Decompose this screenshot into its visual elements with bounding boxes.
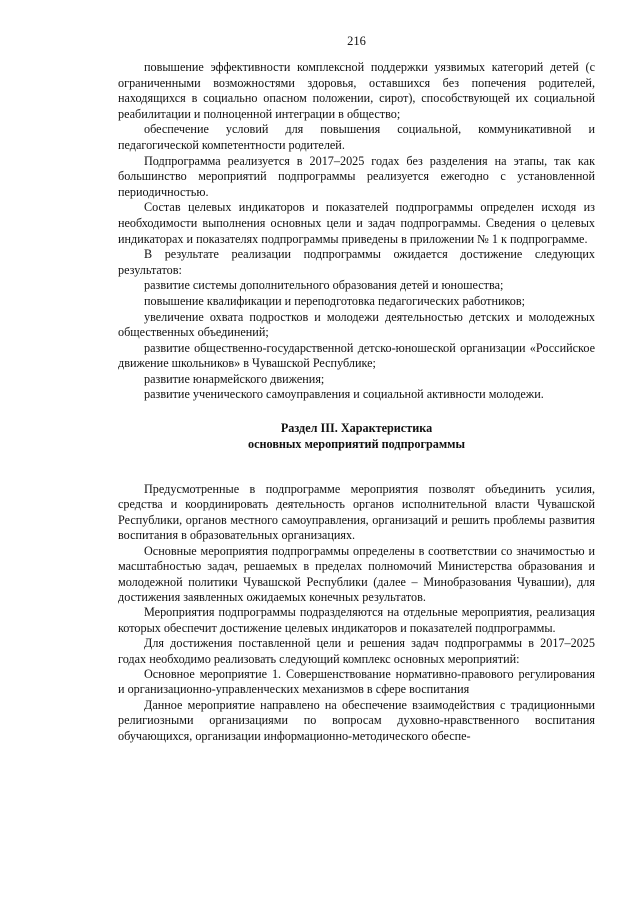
list-item: развитие системы дополнительного образования детей и юношества; — [144, 278, 504, 293]
paragraph: Предусмотренные в подпрограмме мероприятия позволят объединить усилия, средства и координировать деятельность органов исполнительной власти Чувашской Республики, органов местного самоуправления, организаций и решить проблемы развития воспитания в образовательных организациях. — [118, 482, 595, 543]
paragraph: Основные мероприятия подпрограммы определены в соответствии со значимостью и масштабностью задач, решаемых в пределах полномочий Министерства образования и молодежной политики Чувашской Республики (далее – Минобразования Чувашии), для достижения заявленных ожидаемых конечных результатов. — [118, 543, 595, 604]
paragraph: Мероприятия подпрограммы подразделяются на отдельные мероприятия, реализация которых обеспечит достижение целевых индикаторов и показателей подпрограммы. — [118, 605, 595, 635]
document-page — [118, 34, 595, 744]
page-number: 216 — [347, 34, 366, 48]
list-item: развитие ученического самоуправления и социальной активности молодежи. — [144, 387, 544, 402]
paragraph: Состав целевых индикаторов и показателей подпрограммы определен исходя из необходимости выполнения основных цели и задач подпрограммы. Сведения о целевых индикаторах и показателях подпрограммы приведены в приложении № 1 к подпрограмме. — [118, 200, 595, 246]
paragraph: Данное мероприятие направлено на обеспечение взаимодействия с традиционными религиозными организациями по вопросам духовно-нравственного воспитания обучающихся, организации информационно-методического обеспе- — [118, 697, 595, 743]
section-heading — [118, 403, 595, 482]
paragraph: Основное мероприятие 1. Совершенствование нормативно-правового регулирования и организационно-управленческих механизмов в сфере воспитания — [118, 666, 595, 697]
paragraph: повышение эффективности комплексной поддержки уязвимых категорий детей (с ограниченными возможностями здоровья, оставшихся без попечения родителей, находящихся в социально опасном положении, сирот), способствующей их социальной реабилитации и полноценной интеграции в общество; — [118, 60, 595, 121]
list-item: развитие общественно-государственной детско-юношеской организации «Российское движение школьников» в Чувашской Республике; — [118, 340, 595, 371]
section-heading-line-2: основных мероприятий подпрограммы — [248, 437, 465, 452]
section-heading-line-1: Раздел III. Характеристика — [280, 421, 433, 436]
body-text-after-heading — [118, 482, 595, 744]
body-text-before-heading — [118, 60, 595, 403]
paragraph: В результате реализации подпрограммы ожидается достижение следующих результатов: — [118, 247, 595, 277]
list-item: увеличение охвата подростков и молодежи деятельностью детских и молодежных общественных объединений; — [118, 309, 595, 340]
paragraph: Подпрограмма реализуется в 2017–2025 годах без разделения на этапы, так как большинство мероприятий подпрограммы реализуется ежегодно с установленной периодичностью. — [118, 153, 595, 199]
list-item: повышение квалификации и переподготовка педагогических работников; — [144, 293, 526, 308]
list-item: развитие юнармейского движения; — [144, 371, 325, 386]
paragraph: обеспечение условий для повышения социальной, коммуникативной и педагогической компетентности родителей. — [118, 122, 595, 152]
paragraph: Для достижения поставленной цели и решения задач подпрограммы в 2017–2025 годах необходимо реализовать следующий комплекс основных мероприятий: — [118, 636, 595, 666]
